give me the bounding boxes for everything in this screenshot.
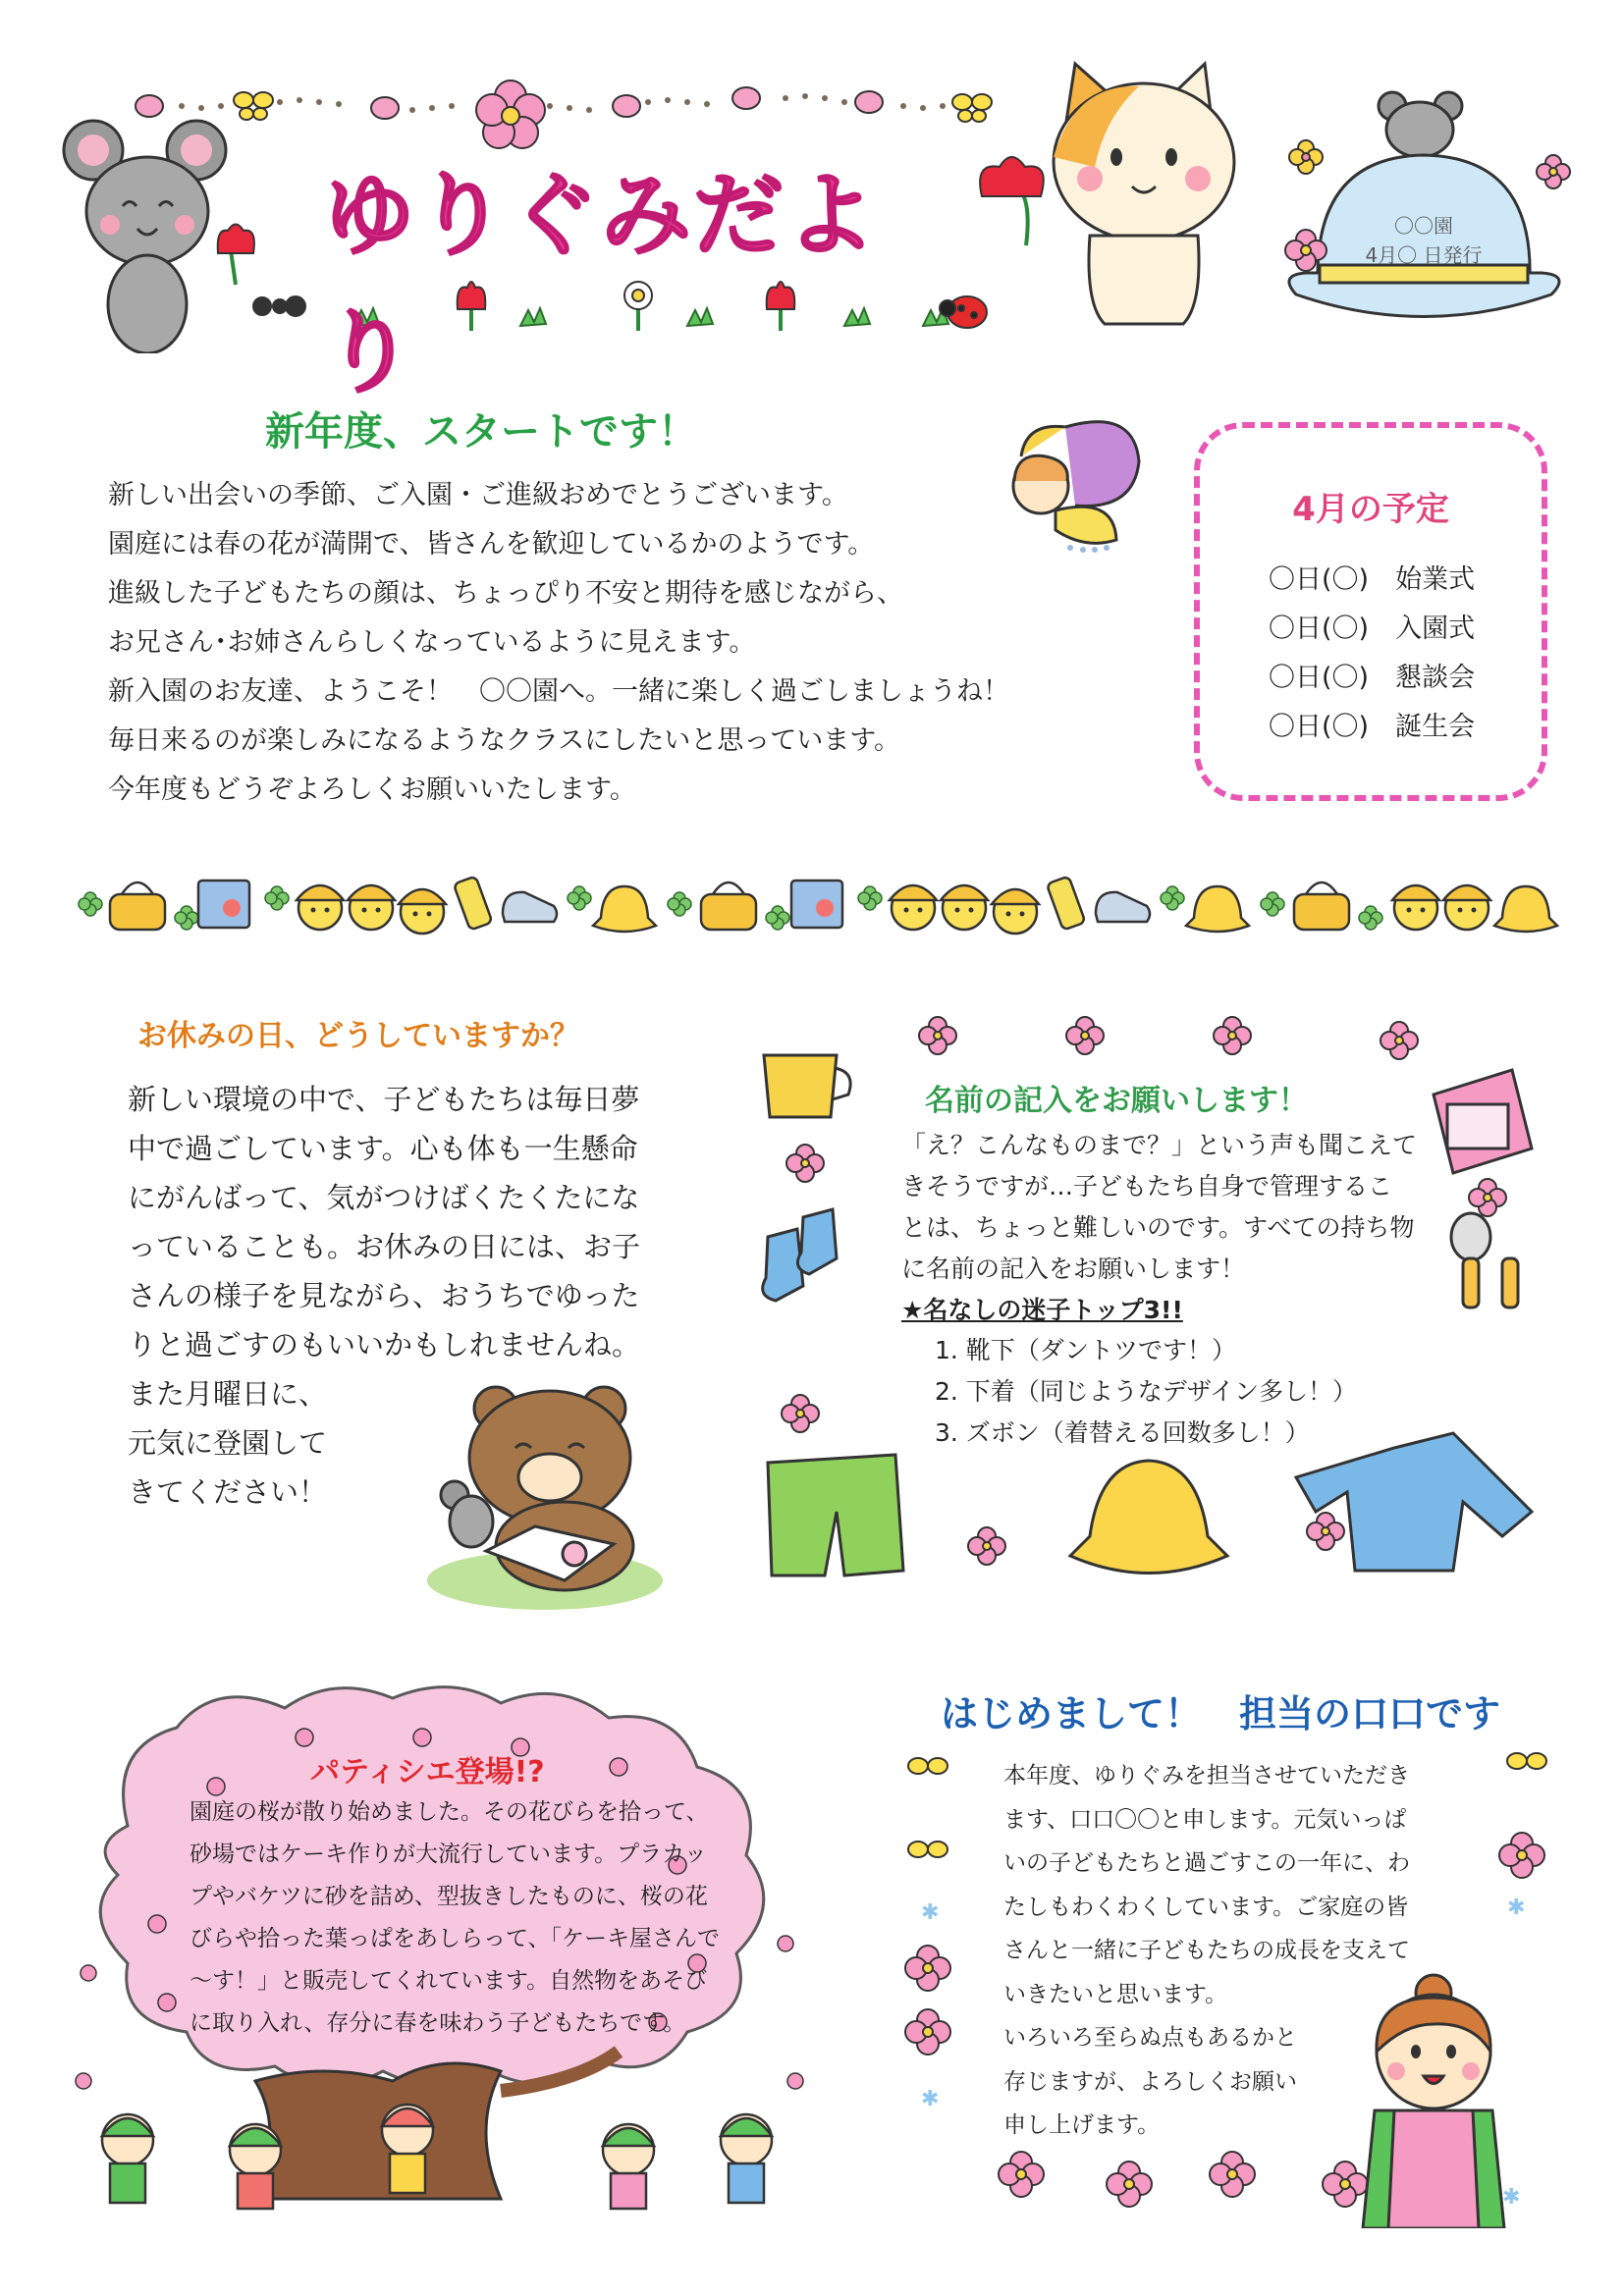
section2-line: きてください！ <box>128 1475 328 1509</box>
schedule-item: 〇日(〇) 始業式 <box>1269 564 1476 595</box>
section5-line: 存じますが、よろしくお願い <box>1003 2068 1297 2095</box>
section5-line: たしもわくわくしています。ご家庭の皆 <box>1003 1894 1409 1920</box>
lost-items-list <box>935 1330 1357 1454</box>
schedule-item: 〇日(〇) 誕生会 <box>1269 712 1476 742</box>
section4-line: 園庭の桜が散り始めました。その花びらを拾って、 <box>189 1799 709 1825</box>
section2-line: 中で過ごしています。心も体も一生懸命 <box>128 1132 638 1165</box>
section2-line: っていることも。お休みの日には、お子 <box>128 1230 641 1263</box>
section2-line: 新しい環境の中で、子どもたちは毎日夢 <box>128 1083 640 1116</box>
section2-line: また月曜日に、 <box>128 1377 328 1411</box>
section4-line: 砂場ではケーキ作りが大流行しています。プラカッ <box>189 1842 707 1867</box>
section1-line: 新入園のお友達、ようこそ！ 〇〇園へ。一緒に楽しく過ごしましょうね！ <box>108 676 1009 707</box>
section2-line: 元気に登園して <box>128 1426 328 1460</box>
section1-line: 進級した子どもたちの顔は、ちょっぴり不安と期待を感じながら、 <box>108 578 903 609</box>
section4-body <box>189 1791 720 2045</box>
section2-line: さんの様子を見ながら、おうちでゆった <box>128 1279 640 1312</box>
section2-line: りと過ごすのもいいかもしれませんね。 <box>128 1328 641 1362</box>
section5-line: 本年度、ゆりぐみを担当させていただき <box>1003 1763 1410 1789</box>
section5-line: 申し上げます。 <box>1003 2112 1161 2138</box>
lost-item: 3. ズボン（着替える回数多し！） <box>935 1418 1310 1447</box>
section2-heading: お休みの日、どうしていますか？ <box>137 1019 579 1053</box>
svg-text:✱: ✱ <box>921 1900 940 1925</box>
bear-reading-illustration <box>417 1379 663 1615</box>
schedule-title: 4月の予定 <box>1292 490 1449 529</box>
svg-text:✱: ✱ <box>1507 1896 1526 1920</box>
section3-line: とは、ちょっと難しいのです。すべての持ち物 <box>901 1213 1415 1242</box>
section1-line: 今年度もどうぞよろしくお願いいたします。 <box>108 774 636 805</box>
section1-body <box>108 471 1009 815</box>
svg-text:✱: ✱ <box>1502 2185 1521 2210</box>
section2-line: にがんばって、気がつけばくたくたにな <box>128 1181 640 1214</box>
section5-line: いろいろ至らぬ点もあるかと <box>1003 2025 1297 2051</box>
section5-line: さんと一緒に子どもたちの成長を支えて <box>1003 1938 1410 1963</box>
section5-body <box>1003 1754 1410 2148</box>
section1-line: 毎日来るのが楽しみになるようなクラスにしたいと思っています。 <box>108 725 901 756</box>
lost-item: 1. 靴下（ダントツです！） <box>935 1336 1237 1364</box>
schedule-item: 〇日(〇) 懇談会 <box>1269 663 1476 693</box>
lost-items-title: ★名なしの迷子トップ3!! <box>901 1296 1183 1324</box>
section5-heading: はじめまして！ 担当の口口です <box>941 1692 1501 1735</box>
section5-line: いの子どもたちと過ごすこの一年に、わ <box>1003 1850 1410 1876</box>
section5-line: いきたいと思います。 <box>1003 1981 1228 2007</box>
bee-illustration <box>997 402 1144 560</box>
section3-heading: 名前の記入をお願いします！ <box>925 1084 1308 1118</box>
issue-date: 4月〇 日発行 <box>1365 243 1483 267</box>
section3-line: 「え？こんなものまで？」という声も聞こえて <box>901 1131 1418 1159</box>
schedule-item: 〇日(〇) 入園式 <box>1269 614 1476 644</box>
section5-line: ます、口口〇〇と申します。元気いっぱ <box>1003 1806 1407 1833</box>
section3-line: に名前の記入をお願いします！ <box>901 1255 1246 1283</box>
section1-heading: 新年度、スタートです！ <box>265 409 697 454</box>
section1-line: 園庭には春の花が満開で、皆さんを歓迎しているかのようです。 <box>108 529 875 560</box>
section1-line: お兄さん･お姉さんらしくなっているように見えます。 <box>108 627 756 658</box>
section4-line: ～す！」と販売してくれています。自然物をあそび <box>189 1968 708 1994</box>
schedule-box <box>1194 422 1547 801</box>
section4-line: びらや拾った葉っぱをあしらって、「ケーキ屋さんで <box>189 1926 721 1951</box>
section3-body <box>901 1125 1417 1331</box>
svg-text:✱: ✱ <box>921 2087 940 2111</box>
schedule-list <box>1269 556 1475 752</box>
section4-line: に取り入れ、存分に春を味わう子どもたちです。 <box>189 2010 686 2036</box>
school-name: 〇〇園 <box>1394 214 1453 238</box>
section4-heading: パティシエ登場!? <box>310 1755 545 1789</box>
item-divider <box>69 859 1561 947</box>
section4-line: プやバケツに砂を詰め、型抜きしたものに、桜の花 <box>189 1884 708 1909</box>
section3-line: きそうですが…子どもたち自身で管理するこ <box>901 1172 1393 1201</box>
section1-line: 新しい出会いの季節、ご入園・ご進級おめでとうございます。 <box>108 480 848 510</box>
lost-item: 2. 下着（同じようなデザイン多し！） <box>935 1377 1358 1406</box>
newsletter-title: ゆりぐみだより <box>324 163 879 405</box>
